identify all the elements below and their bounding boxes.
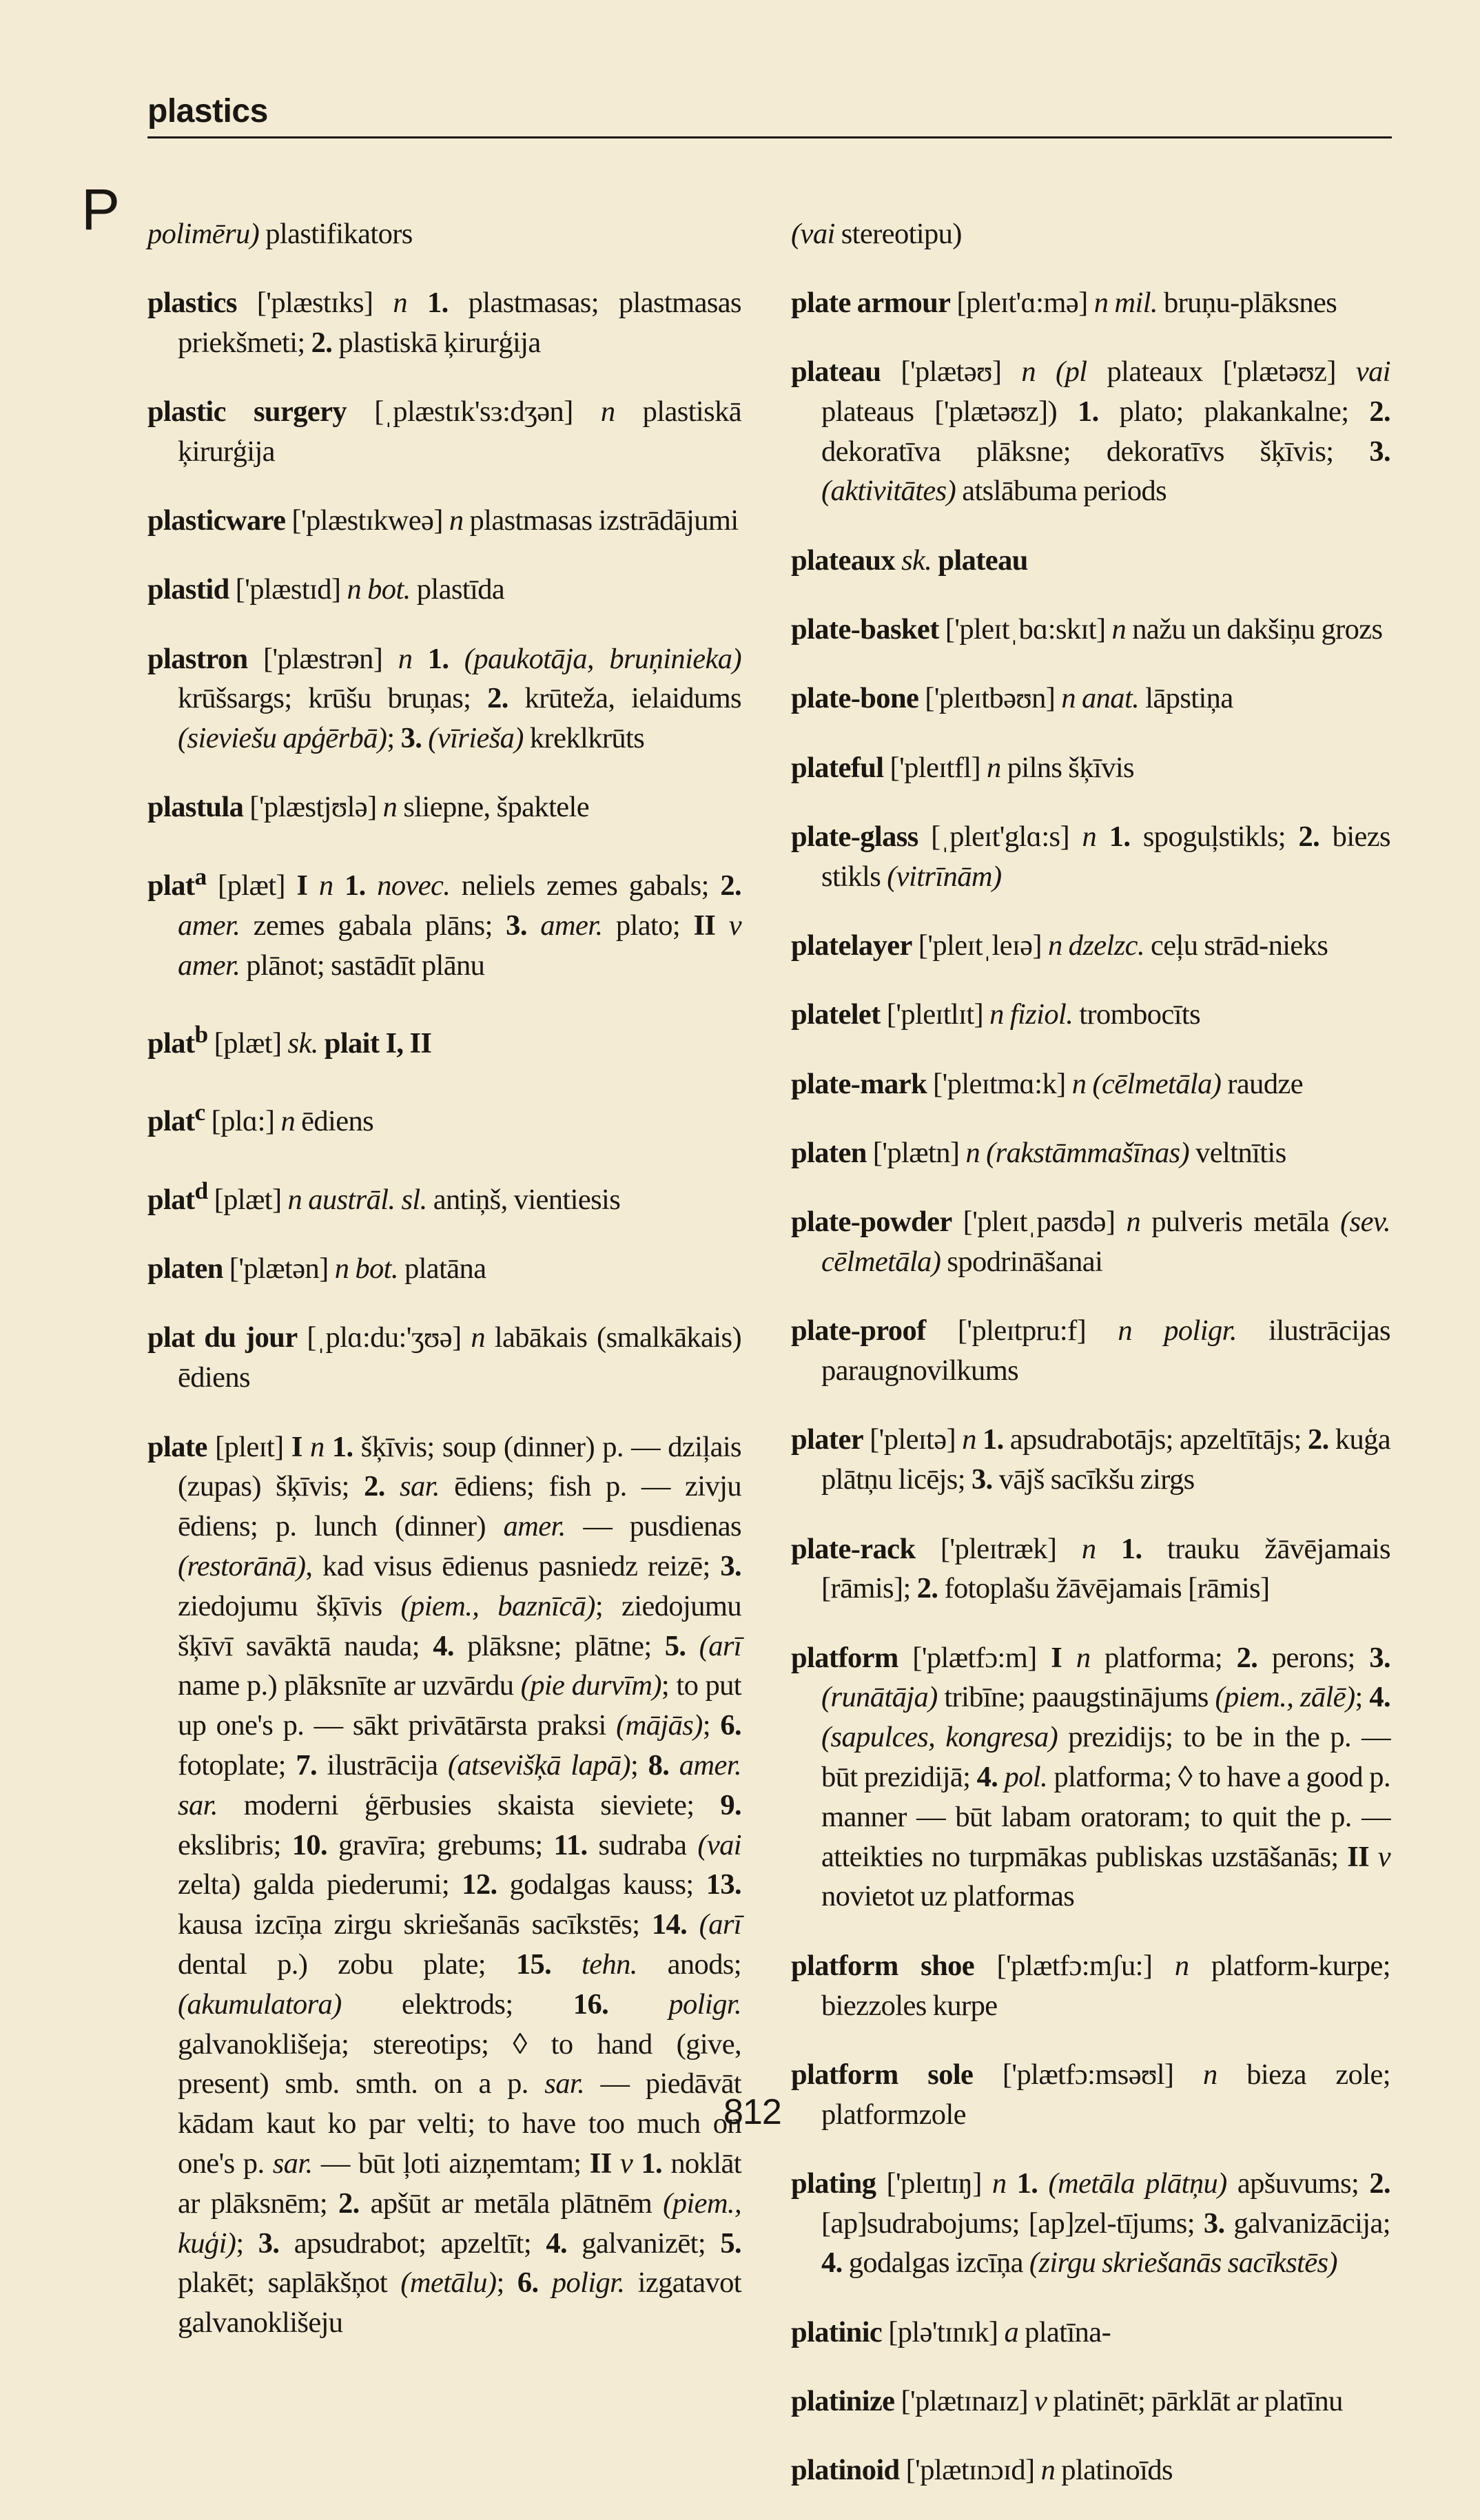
dictionary-entry: plateau ['plætəʊ] n (pl plateaux ['plætəʊz] vai plateaus ['plætəʊz]) 1. plato; plakankalne; 2. dekoratīva plāksne; dekoratīvs šķīvis; 3. (aktivitātes) atslābuma periods (791, 355, 1390, 508)
right-column (791, 185, 1390, 2520)
running-head: plastics (147, 93, 268, 130)
dictionary-entry: plat du jour [ˌplɑ:du:'ʒʊə] n labākais (smalkākais) ēdiens (147, 1321, 741, 1394)
dictionary-entry: platinize ['plætɪnaɪz] v platinēt; pārklāt ar platīnu (791, 2385, 1343, 2418)
dictionary-entry: plate-mark ['pleɪtmɑ:k] n (cēlmetāla) raudze (791, 1067, 1303, 1100)
dictionary-entry: plat$^d$ [plæt] n austrāl. sl. antiņš, vientiesis (147, 1176, 621, 1216)
dictionary-entry: plastic surgery [ˌplæstɪk'sɜ:dʒən] n plastiskā ķirurģija (147, 395, 741, 468)
dictionary-entry: plate-glass [ˌpleɪt'glɑ:s] n 1. spoguļstikls; 2. biezs stikls (vitrīnām) (791, 820, 1390, 893)
dictionary-entry: platform sole ['plætfɔ:msəʊl] n bieza zole; platformzole (791, 2058, 1390, 2131)
dictionary-entry: plate-rack ['pleɪtræk] n 1. trauku žāvējamais [rāmis]; 2. fotoplašu žāvējamais [rāmis] (791, 1532, 1391, 1605)
dictionary-entry: platen ['plætən] n bot. platāna (147, 1252, 486, 1285)
dictionary-entry: plasticware ['plæstɪkweə] n plastmasas izstrādājumi (147, 504, 739, 537)
dictionary-entry: plat$^c$ [plɑ:] n ēdiens (147, 1098, 374, 1138)
dictionary-entry: plat$^a$ [plæt] I n 1. novec. neliels zemes gabals; 2. amer. zemes gabala plāns; 3. amer. plato; II v amer. plānot; sastādīt plānu (147, 862, 742, 982)
dictionary-entry: plastid ['plæstɪd] n bot. plastīda (147, 573, 505, 606)
dictionary-entry: plateaux sk. plateau (791, 544, 1028, 577)
dictionary-entry: platelet ['pleɪtlɪt] n fiziol. trombocīts (791, 998, 1201, 1031)
dictionary-entry: platelayer ['pleɪtˌleɪə] n dzelzc. ceļu strād-nieks (791, 929, 1328, 962)
dictionary-entry: platinoid ['plætɪnɔɪd] n platinoīds (791, 2454, 1173, 2487)
dictionary-entry: platinic [plə'tɪnɪk] a platīna- (791, 2315, 1111, 2348)
dictionary-entry: plater ['pleɪtə] n 1. apsudrabotājs; apzeltītājs; 2. kuģa plātņu licējs; 3. vājš sacīkšu zirgs (791, 1423, 1391, 1496)
dictionary-entry: plastula ['plæstjʊlə] n sliepne, špaktele (147, 791, 590, 824)
page-number: 812 (723, 2092, 781, 2132)
left-column (147, 185, 741, 2372)
dictionary-entry: plate-proof ['pleɪtpru:f] n poligr. ilustrācijas paraugnovilkums (791, 1314, 1390, 1387)
header-rule (147, 136, 1392, 138)
dictionary-entry: plastron ['plæstrən] n 1. (paukotāja, bruņinieka) krūšsargs; krūšu bruņas; 2. krūteža, ielaidums (sieviešu apģērbā); 3. (vīrieša) kreklkrūts (147, 642, 742, 755)
dictionary-entry: plate [pleɪt] I n 1. šķīvis; soup (dinner) p. — dziļais (zupas) šķīvis; 2. sar. ēdiens; fish p. — zivju ēdiens; p. lunch (dinner) amer. — pusdienas (restorānā), kad visus ēdienus pasniedz reizē; 3. ziedojumu šķīvis (piem., baznīcā); ziedojumu šķīvī savāktā nauda; 4. plāksne; plātne; 5. (arī name p.) plāksnīte ar uzvārdu (pie durvīm); to put up one's p. — sākt privātārsta praksi (mājās); 6. fotoplate; 7. ilustrācija (atsevišķā lapā); 8. amer. sar. moderni ģērbusies skaista sieviete; 9. ekslibris; 10. gravīra; grebums; 11. sudraba (vai zelta) galda piederumi; 12. godalgas kauss; 13. kausa izcīņa zirgu skriešanās sacīkstēs; 14. (arī dental p.) zobu plate; 15. tehn. anods; (akumulatora) elektrods; 16. poligr. galvanoklišeja; stereotips; ◊ to hand (give, present) smb. smth. on a p. sar. — piedāvāt kādam kaut ko par velti; to have too much on one's p. sar. — būt ļoti aizņemtam; II v 1. noklāt ar plāksnēm; 2. apšūt ar metāla plātnēm (piem., kuģi); 3. apsudrabot; apzeltīt; 4. galvanizēt; 5. plakēt; saplākšņot (metālu); 6. poligr. izgatavot galvanoklišeju (147, 1430, 742, 2340)
dictionary-entry: plate-basket ['pleɪtˌbɑ:skɪt] n nažu un dakšiņu grozs (791, 613, 1383, 646)
dictionary-entry: plastics ['plæstɪks] n 1. plastmasas; plastmasas priekšmeti; 2. plastiskā ķirurģija (147, 286, 742, 359)
dictionary-entry: platform shoe ['plætfɔ:mʃu:] n platform-kurpe; biezzoles kurpe (791, 1949, 1390, 2022)
dictionary-entry: platen ['plætn] n (rakstāmmašīnas) veltnītis (791, 1136, 1286, 1169)
dictionary-entry: (vai stereotipu) (791, 217, 962, 250)
dictionary-entry: plate armour [pleɪt'ɑ:mə] n mil. bruņu-plāksnes (791, 286, 1337, 319)
dictionary-entry: plate-powder ['pleɪtˌpaʊdə] n pulveris metāla (sev. cēlmetāla) spodrināšanai (791, 1206, 1390, 1279)
section-letter: P (81, 177, 121, 242)
dictionary-entry: plat$^b$ [plæt] sk. plait I, II (147, 1020, 432, 1060)
dictionary-entry: platform ['plætfɔ:m] I n platforma; 2. perons; 3. (runātāja) tribīne; paaugstinājums (piem., zālē); 4. (sapulces, kongresa) prezidijs; to be in the p. — būt prezidijā; 4. pol. platforma; ◊ to have a good p. manner — būt labam oratoram; to quit the p. — atteikties no turpmākas publiskas uzstāšanās; II v novietot uz platformas (791, 1641, 1390, 1913)
dictionary-entry: plate-bone ['pleɪtbəʊn] n anat. lāpstiņa (791, 682, 1233, 715)
dictionary-entry: polimēru) plastifikators (147, 217, 413, 250)
dictionary-entry: plateful ['pleɪtfl] n pilns šķīvis (791, 751, 1134, 784)
dictionary-entry: plating ['pleɪtɪŋ] n 1. (metāla plātņu) apšuvums; 2. [ap]sudrabojums; [ap]zel-tījums; 3. galvanizācija; 4. godalgas izcīņa (zirgu skriešanās sacīkstēs) (791, 2167, 1391, 2280)
